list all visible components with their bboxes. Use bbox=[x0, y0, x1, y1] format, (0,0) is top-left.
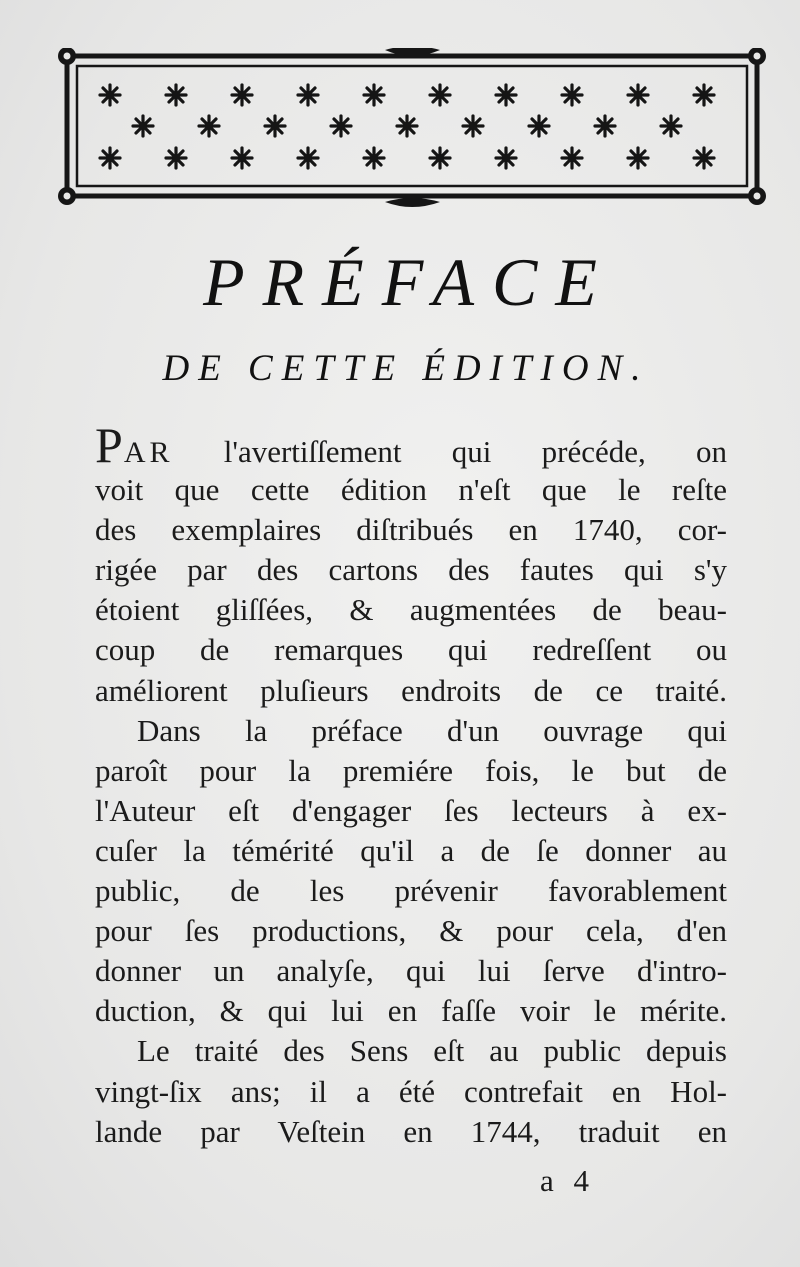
star-ornament bbox=[496, 148, 516, 168]
star-ornament bbox=[331, 116, 351, 136]
text-line: vingt-ſix ans; il a été contrefait en Hol- bbox=[95, 1073, 727, 1109]
star-ornament bbox=[298, 148, 318, 168]
star-ornament bbox=[133, 116, 153, 136]
text-line: Dans la préface d'un ouvrage qui bbox=[137, 712, 727, 748]
text-line: des exemplaires diſtribués en 1740, cor- bbox=[95, 512, 727, 548]
star-ornament bbox=[265, 116, 285, 136]
star-ornament bbox=[430, 148, 450, 168]
page-subtitle: DE CETTE ÉDITION. bbox=[162, 348, 650, 389]
star-ornament bbox=[166, 85, 186, 105]
star-ornament bbox=[595, 116, 615, 136]
text-line: l'Auteur eſt d'engager ſes lecteurs à ex- bbox=[95, 792, 727, 828]
star-ornament bbox=[661, 116, 681, 136]
star-ornament bbox=[628, 148, 648, 168]
star-ornament bbox=[232, 148, 252, 168]
star-ornament bbox=[496, 85, 516, 105]
text-line: donner un analyſe, qui lui ſerve d'intro- bbox=[95, 953, 727, 989]
star-ornament bbox=[100, 148, 120, 168]
text-line: duction, & qui lui en faſſe voir le mérite. bbox=[95, 993, 727, 1029]
text-line: cuſer la témérité qu'il a de ſe donner au bbox=[95, 832, 727, 868]
text-line: coup de remarques qui redreſſent ou bbox=[95, 632, 727, 668]
text-line: lande par Veſtein en 1744, traduit en bbox=[95, 1113, 727, 1149]
star-ornament bbox=[298, 85, 318, 105]
text-line: améliorent pluſieurs endroits de ce traité. bbox=[95, 672, 727, 708]
star-ornament bbox=[430, 85, 450, 105]
decorative-headpiece bbox=[55, 48, 770, 208]
text-line: paroît pour la premiére fois, le but de bbox=[95, 752, 727, 788]
star-ornament bbox=[232, 85, 252, 105]
star-ornament bbox=[562, 148, 582, 168]
star-ornament bbox=[397, 116, 417, 136]
text-line: rigée par des cartons des fautes qui s'y bbox=[95, 552, 727, 588]
star-ornament bbox=[199, 116, 219, 136]
star-ornament bbox=[529, 116, 549, 136]
drop-cap: P bbox=[95, 417, 124, 473]
page-signature: a 4 bbox=[540, 1163, 596, 1198]
line-text: l'avertiſſement qui précéde, on bbox=[223, 434, 727, 469]
body-text bbox=[95, 417, 727, 1152]
text-line: public, de les prévenir favorablement bbox=[95, 873, 727, 909]
star-ornament bbox=[100, 85, 120, 105]
star-ornament bbox=[364, 148, 384, 168]
text-line bbox=[95, 417, 727, 473]
star-ornament bbox=[166, 148, 186, 168]
star-ornament bbox=[562, 85, 582, 105]
page-title: PRÉFACE bbox=[203, 244, 615, 320]
small-caps-word: AR bbox=[123, 436, 174, 469]
text-line: voit que cette édition n'eſt que le reſte bbox=[95, 472, 727, 508]
text-line: Le traité des Sens eſt au public depuis bbox=[137, 1033, 727, 1069]
star-ornament bbox=[694, 148, 714, 168]
text-line: étoient gliſſées, & augmentées de beau- bbox=[95, 592, 727, 628]
star-ornament bbox=[694, 85, 714, 105]
star-ornament bbox=[463, 116, 483, 136]
text-line: pour ſes productions, & pour cela, d'en bbox=[95, 913, 727, 949]
star-ornament bbox=[628, 85, 648, 105]
star-ornament bbox=[364, 85, 384, 105]
